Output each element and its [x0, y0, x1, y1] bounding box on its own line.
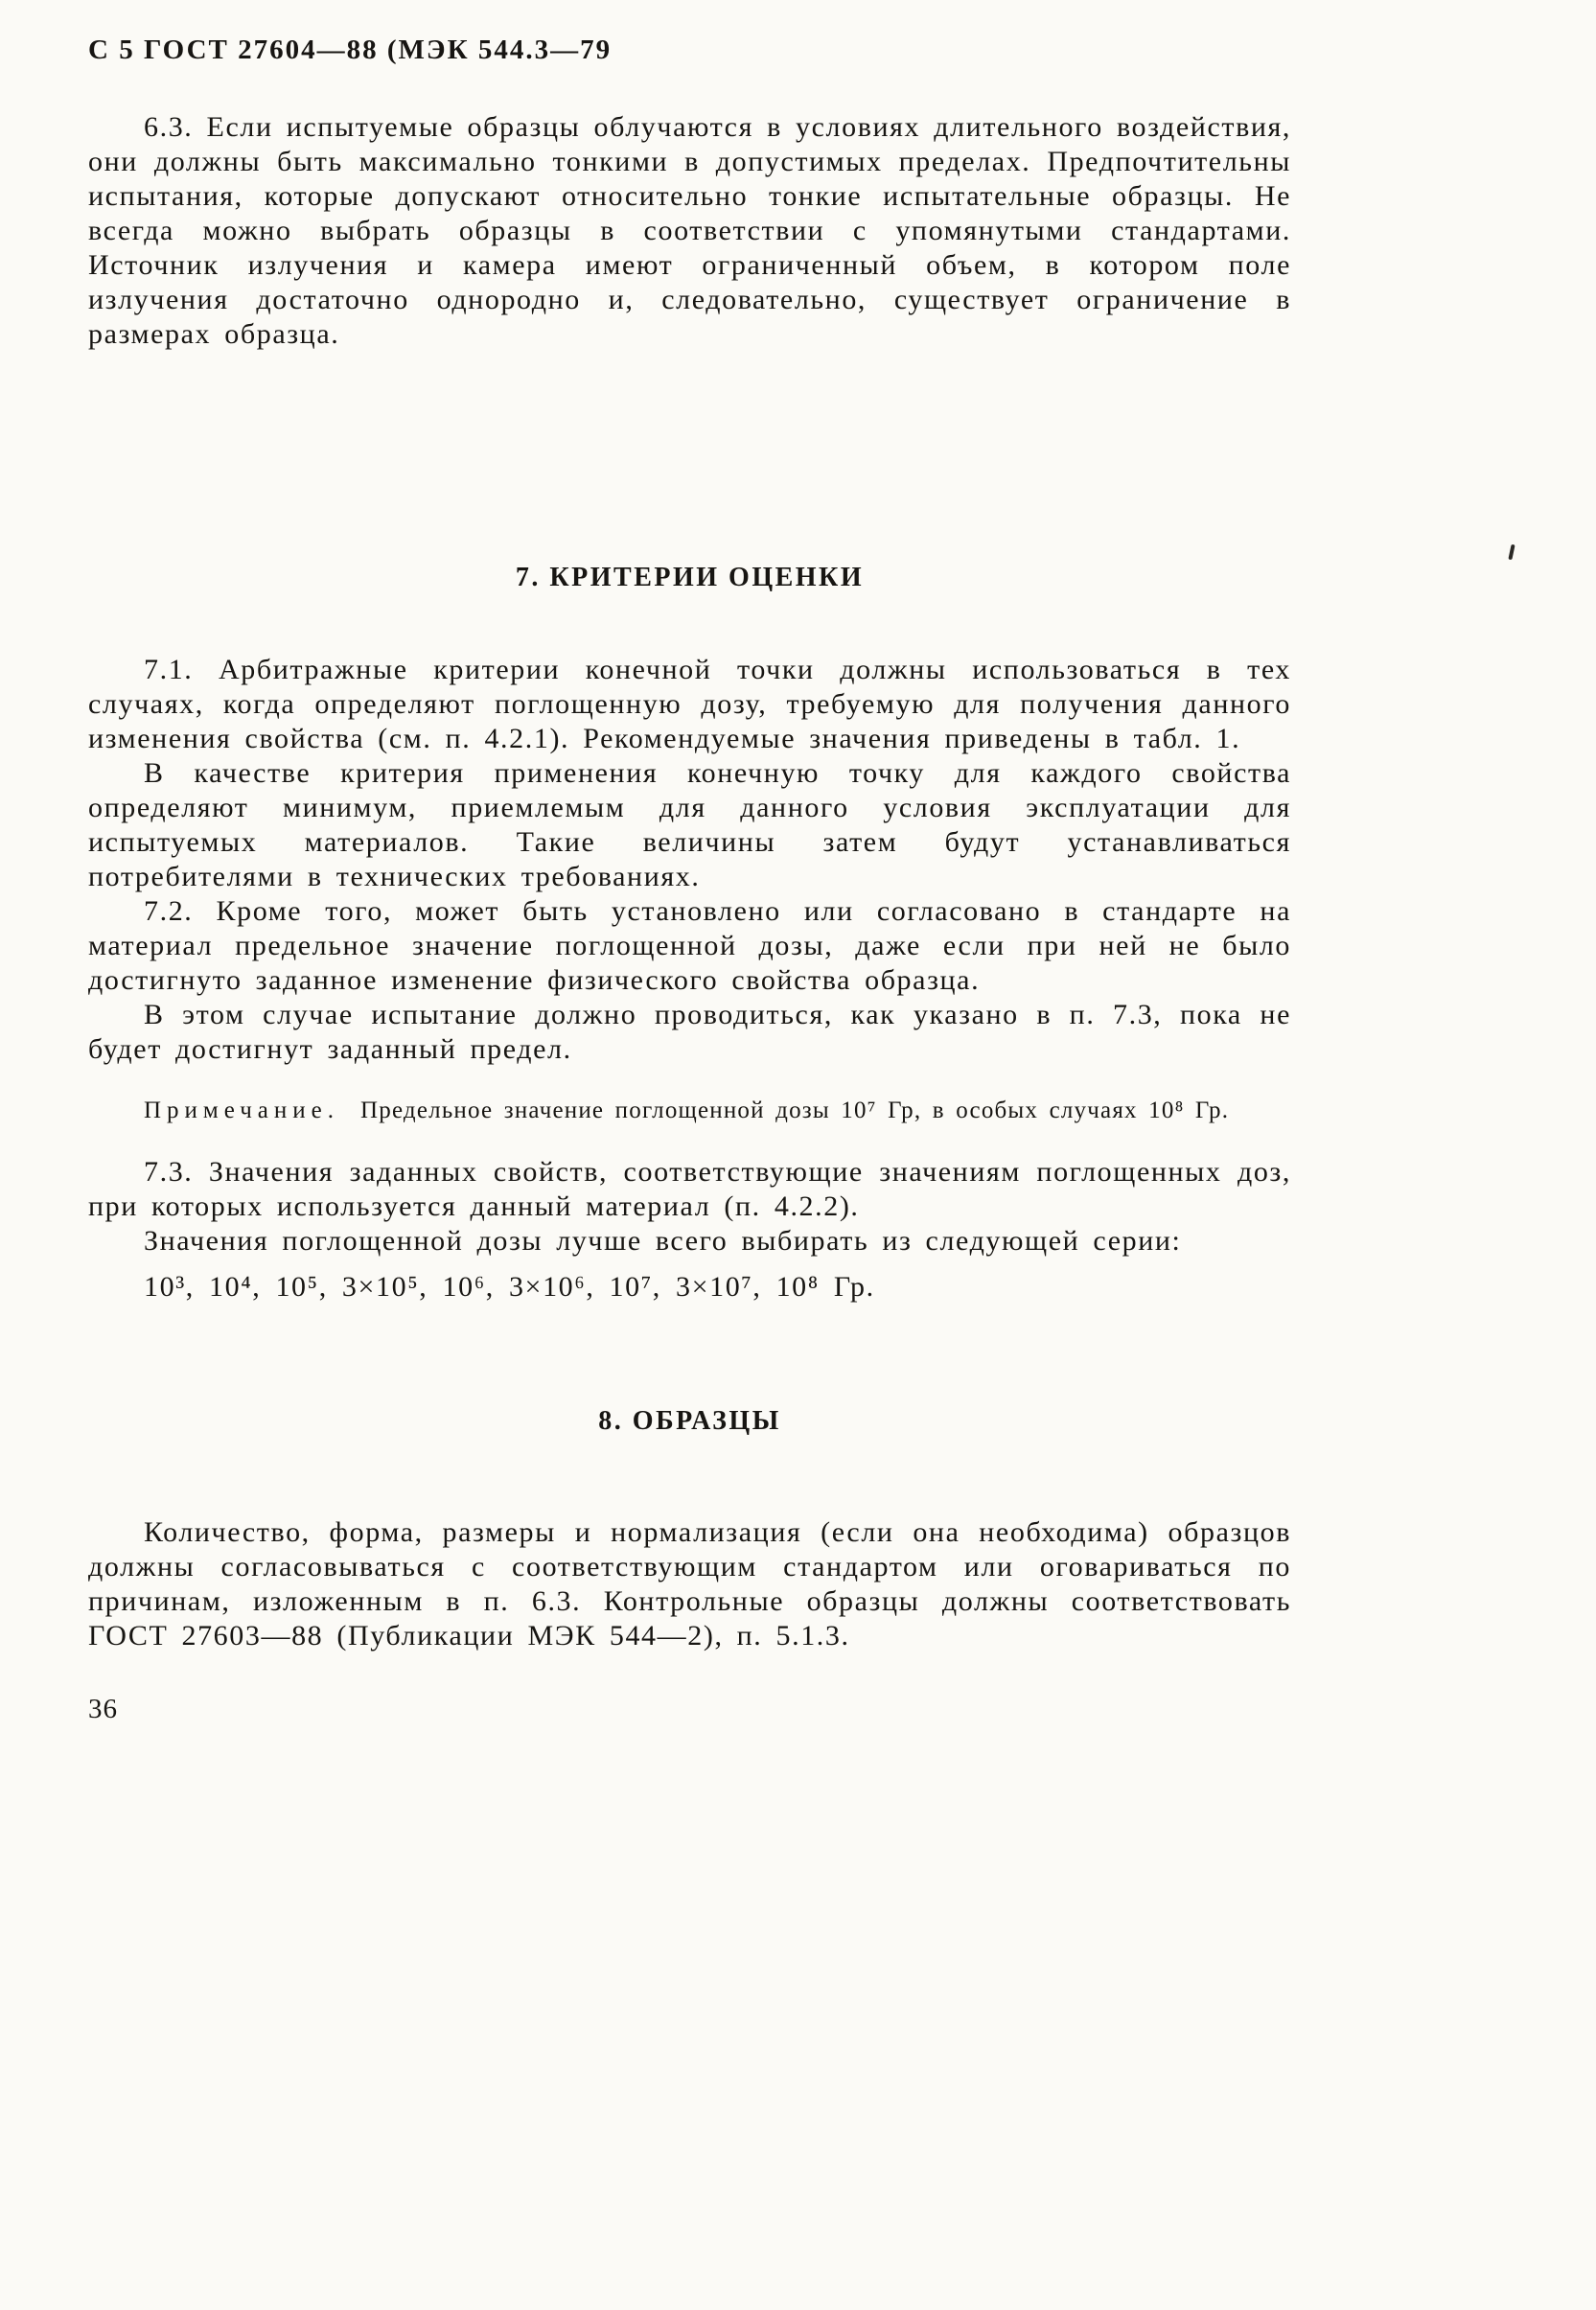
running-header: С 5 ГОСТ 27604—88 (МЭК 544.3—79: [88, 35, 613, 65]
paragraph-7-1b: В качестве критерия применения конечную точку для каждого свойства определяют минимум, приемлемым для данного условия эксплуатации для испытуемых материалов. Такие величины затем будут устанавливаться потребителями в технических требованиях.: [88, 757, 1291, 892]
section-8-heading: 8. ОБРАЗЦЫ: [598, 1406, 781, 1436]
page-number: 36: [88, 1694, 118, 1724]
paragraph-7-2b: В этом случае испытание должно проводиться, как указано в п. 7.3, пока не будет достигнут заданный предел.: [88, 999, 1291, 1065]
scan-speck: [1508, 544, 1515, 560]
paragraph-8: Количество, форма, размеры и нормализация (если она необходима) образцов должны согласовываться с соответствующим стандартом или оговариваться по причинам, изложенным в п. 6.3. Контрольные образцы должны соответствовать ГОСТ 27603—88 (Публикации МЭК 544—2), п. 5.1.3.: [88, 1516, 1291, 1652]
note-text: Предельное значение поглощенной дозы 10⁷ Гр, в особых случаях 10⁸ Гр.: [360, 1097, 1230, 1123]
paragraph-6-3: 6.3. Если испытуемые образцы облучаются в условиях длительного воздействия, они должны быть максимально тонкими в допустимых пределах. Предпочтительны испытания, которые допускают относительно тонкие испытательные образцы. Не всегда можно выбрать образцы в соответствии с упомянутыми стандартами. Источник излучения и камера имеют ограниченный объем, в котором поле излучения достаточно однородно и, следовательно, существует ограничение в размерах образца.: [88, 111, 1291, 350]
dose-series-values: 10³, 10⁴, 10⁵, 3×10⁵, 10⁶, 3×10⁶, 10⁷, 3×10⁷, 10⁸ Гр.: [144, 1271, 875, 1303]
paragraph-7-2a: 7.2. Кроме того, может быть установлено или согласовано в стандарте на материал предельное значение поглощенной дозы, даже если при ней не было достигнуто заданное изменение физического свойства образца.: [88, 895, 1291, 996]
paragraph-7-3a: 7.3. Значения заданных свойств, соответствующие значениям поглощенных доз, при которых используется данный материал (п. 4.2.2).: [88, 1156, 1291, 1222]
section-7-heading: 7. КРИТЕРИИ ОЦЕНКИ: [515, 563, 865, 592]
paragraph-7-3b: Значения поглощенной дозы лучше всего выбирать из следующей серии:: [144, 1225, 1182, 1257]
note-label: Примечание.: [144, 1097, 340, 1123]
paragraph-7-1a: 7.1. Арбитражные критерии конечной точки должны использоваться в тех случаях, когда определяют поглощенную дозу, требуемую для получения данного изменения свойства (см. п. 4.2.1). Рекомендуемые значения приведены в табл. 1.: [88, 654, 1291, 754]
note-block: [88, 1096, 1291, 1126]
